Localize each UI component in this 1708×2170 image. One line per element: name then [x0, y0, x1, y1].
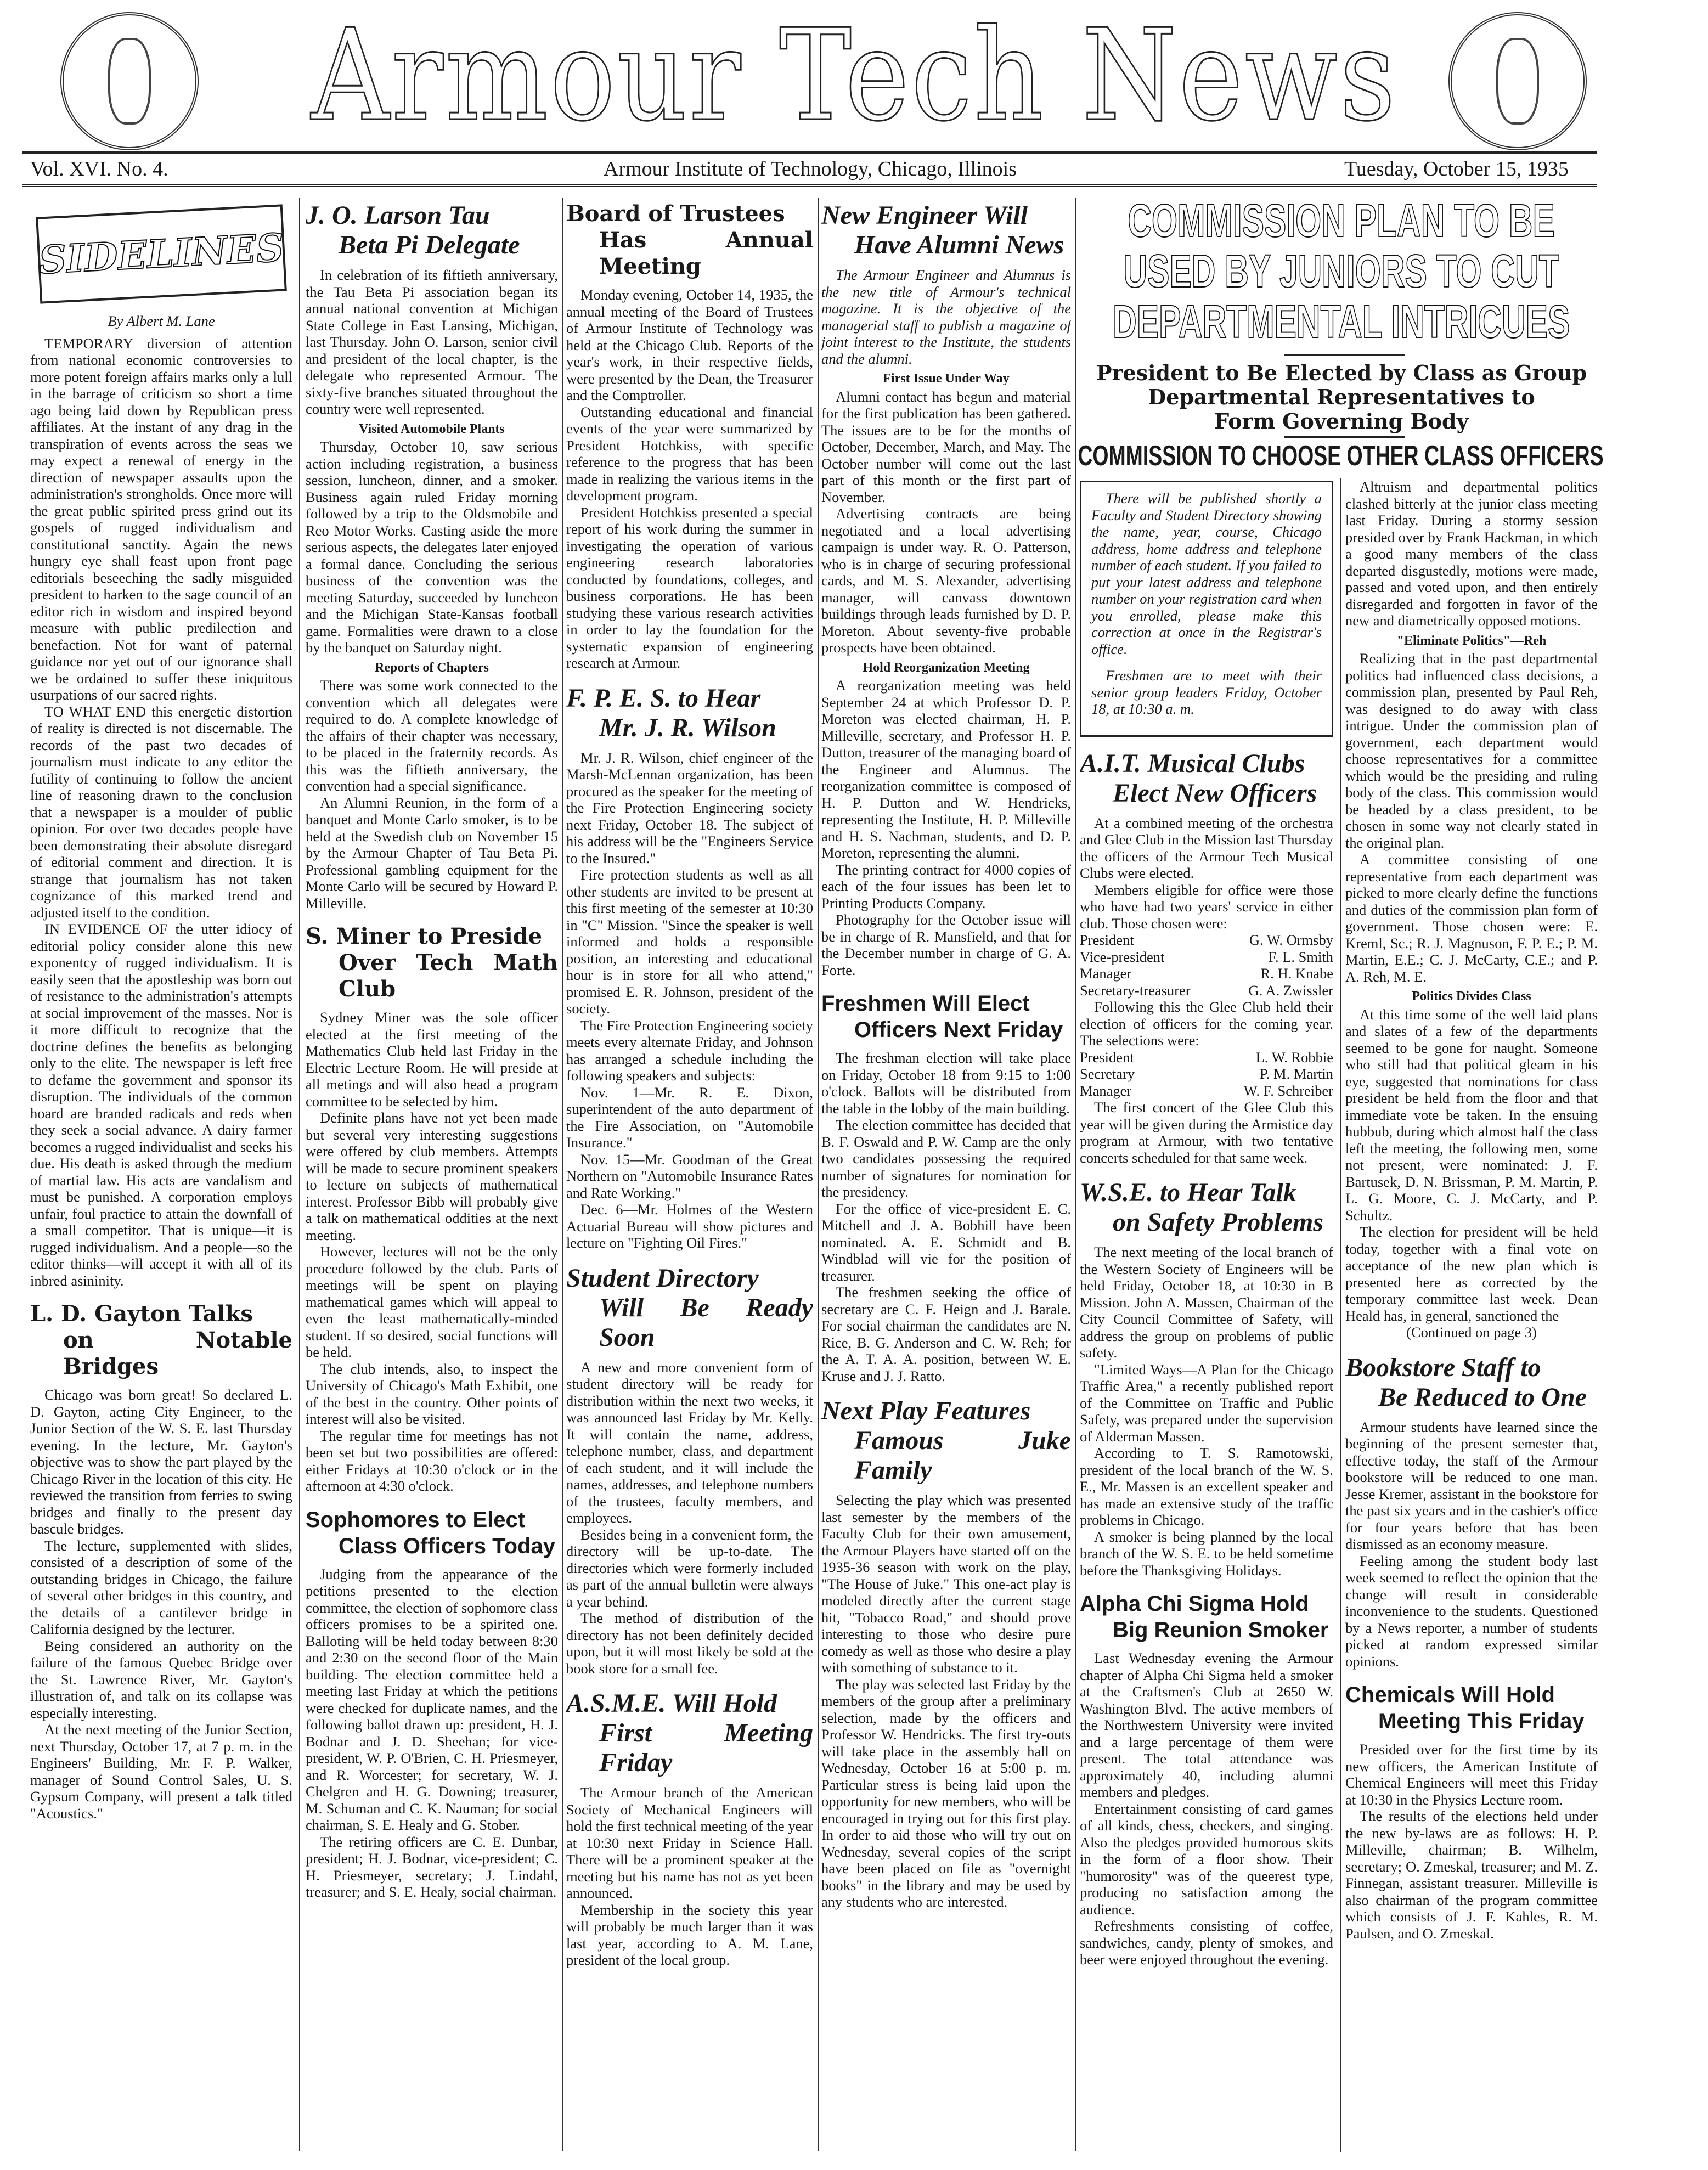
paragraph: The results of the elections held under the new by-laws are as follows: H. P. Milleville, chairman; B. Wilhelm, secretary; O. Zmeskal, treasurer; and M. Z. Finnegan, assistant treasurer. Milleville is also chairman of the program committee which consists of J. F. Kahles, R. M. Paulsen, and O. Zmeskal.	[1345, 1808, 1598, 1942]
article	[566, 201, 813, 672]
lead-deck	[1084, 361, 1599, 433]
paragraph: At a combined meeting of the orchestra and Glee Club in the Mission last Thursday the officers of the Armour Tech Musical Clubs were elected.	[1080, 814, 1333, 881]
lead-subhead-text: COMMISSION TO CHOOSE OTHER CLASS OFFICERS	[1077, 440, 1604, 472]
paragraph: An Alumni Reunion, in the form of a banquet and Monte Carlo smoker, is to be held at the Swedish club on November 15 by the Armour Chapter of Tau Beta Pi. Professional gambling equipment for the Monte Carlo will be secured by Howard P. Milleville.	[306, 794, 558, 911]
headline-line: Elect New Officers	[1113, 778, 1317, 808]
headline-line: Mr. J. R. Wilson	[599, 713, 776, 742]
lead-deck-line: Departmental Representatives to	[1148, 385, 1535, 409]
paragraph: The retiring officers are C. E. Dunbar, president; H. J. Bodnar, vice-president; C. H. Priesmeyer, secretary; J. Lindahl, treasurer; and S. E. Healy, social chairman.	[306, 1833, 558, 1900]
headline-line: Has Annual Meeting	[599, 227, 813, 279]
paragraph: At this time some of the well laid plans and slates of a few of the departments seemed to be gone for naught. Someone who still had that political gleam in his eye, suggested that nominations for class president be held from the floor and that immediate vote be taken. In the ensuing hubbub, during which almost half the class left the meeting, the following men, some not present, were nominated: J. F. Bartusek, D. N. Brissman, P. M. Martin, P. L. G. Moore, C. J. McCarty, and P. Schultz.	[1345, 1006, 1598, 1224]
paragraph: The election committee has decided that B. F. Oswald and P. W. Camp are the only two candidates possessing the required number of signatures for nomination for the presidency.	[821, 1117, 1071, 1200]
article	[306, 923, 558, 1495]
article-headline	[821, 1396, 1071, 1485]
paragraph: Alumni contact has begun and material for the first publication has been gathered. The issues are to be for the months of October, December, March, and May. The October number will come out the last part of this month or the first part of November.	[821, 388, 1071, 505]
headline-line: Beta Pi Delegate	[339, 230, 520, 260]
lead-headline-text: COMMISSION PLAN TO BE	[1128, 195, 1555, 246]
paragraph: Selecting the play which was presented last semester by the members of the Faculty Club for their own amusement, the Armour Players have started off on the 1935-36 season with work on the play, "The House of Juke." This one-act play is modeled directly after the current stage hit, "Tobacco Road," and should prove interesting to those who desire pure comedy as well as those who desire a play with something of substance to it.	[821, 1492, 1071, 1676]
subhead: "Eliminate Politics"—Reh	[1396, 633, 1547, 648]
paragraph: The Armour branch of the American Society of Mechanical Engineers will hold the first technical meeting of the year at 10:30 next Friday in Science Hall. There will be a prominent speaker at the meeting but his name has not as yet been announced.	[566, 1784, 813, 1901]
officer-title: President	[1080, 932, 1134, 948]
column-6	[1345, 478, 1598, 2165]
article	[306, 1507, 558, 1901]
article	[1080, 1591, 1333, 1968]
divider	[1284, 354, 1405, 356]
article-headline	[1080, 749, 1333, 808]
paragraph: A new and more convenient form of student directory will be ready for distribution within the next two weeks, it was announced last Friday by Mr. Kelly. It will contain the name, address, telephone number, class, and department of each student, and it will include the names, addresses, and telephone numbers of the trustees, faculty members, and employees.	[566, 1359, 813, 1526]
headline-line: Have Alumni News	[854, 230, 1064, 260]
subhead: Reports of Chapters	[375, 660, 489, 675]
seal-logo-right	[1448, 12, 1587, 150]
paragraph: The freshmen seeking the office of secretary are C. F. Heign and J. Barale. For social chairman the candidates are N. Rice, B. G. Anderson and C. W. Reh; for the A. T. A. A. position, between W. E. Kruse and J. J. Ratto.	[821, 1284, 1071, 1384]
headline-line: A.I.T. Musical Clubs	[1080, 748, 1305, 778]
headline-line: F. P. E. S. to Hear	[566, 683, 761, 713]
article-headline	[30, 1301, 292, 1380]
paragraph: Thursday, October 10, saw serious action including registration, a business session, luncheon, dinner, and a smoker. Business again ruled Friday morning followed by a trip to the Oldsmobile and Reo Motor Works. Casting aside the more serious aspects, the delegates later enjoyed a formal dance. Concluding the serious business of the convention was the meeting Saturday, succeeded by luncheon and the Michigan State-Kansas football game. Formalities were drawn to a close by the banquet on Saturday night.	[306, 438, 558, 656]
divider	[1284, 436, 1405, 438]
article	[306, 201, 558, 911]
article-headline	[306, 923, 558, 1002]
lead-subhead	[1077, 440, 1604, 472]
headline-line: Big Reunion Smoker	[1113, 1618, 1329, 1642]
article	[566, 1689, 813, 1969]
headline-line: Student Directory	[566, 1263, 759, 1293]
headline-line: Sophomores to Elect	[306, 1507, 526, 1532]
headline-line: Meeting This Friday	[1378, 1709, 1585, 1733]
paragraph: Definite plans have not yet been made but several very interesting suggestions were offered by club members. Attempts will be made to secure prominent speakers to lecture on subjects of mathematical interest. Professor Bibb will probably give a talk on mathematical oddities at the next meeting.	[306, 1109, 558, 1243]
italic-paragraph: The Armour Engineer and Alumnus is the new title of Armour's technical magazine. It is the objective of the managerial staff to publish a magazine of joint interest to the Institute, the students and the alumni.	[821, 267, 1071, 367]
paragraph: Nov. 1—Mr. R. E. Dixon, superintendent of the auto department of the Fire Association, on "Automobile Insurance."	[566, 1084, 813, 1151]
paragraph: TO WHAT END this energetic distortion of reality is directed is not discernable. The records of the past two decades of journalism must indicate to any editor the futility of continuing to follow the ancient line of reasoning drawn to the conclusion that a newspaper is a moulder of public opinion. For over two decades people have been demonstrating their absolute disregard of editorial comment and direction. It is strange that journalism has not taken cognizance of this marked trend and adjusted itself to the condition.	[30, 703, 292, 921]
lead-deck-line: Form Governing Body	[1214, 409, 1469, 433]
paragraph: The method of distribution of the directory has not been definitely decided upon, but it will most likely be sold at the book store for a small fee.	[566, 1610, 813, 1677]
headline-line: First Meeting Friday	[599, 1718, 813, 1777]
headline-line: Chemicals Will Hold	[1345, 1683, 1555, 1707]
paragraph: Besides being in a convenient form, the directory will be up-to-date. The directories which were formerly included as part of the annual bulletin were always a year behind.	[566, 1526, 813, 1610]
paragraph: "Limited Ways—A Plan for the Chicago Traffic Area," a recently published report of the Committee on Traffic and Public Safety, was prepared under the supervision of Alderman Massen.	[1080, 1361, 1333, 1445]
headline-line: on Safety Problems	[1113, 1208, 1323, 1237]
paragraph: Advertising contracts are being negotiated and a local advertising campaign is under way. R. O. Patterson, who is in charge of securing professional cards, and M. S. Alexander, advertising manager, will canvass downtown buildings through leads furnished by D. P. Moreton. About seventy-five probable prospects have been obtained.	[821, 505, 1071, 656]
headline-line: Next Play Features	[821, 1396, 1031, 1425]
article	[566, 1264, 813, 1677]
paragraph: The club intends, also, to inspect the University of Chicago's Math Exhibit, one of the best in the country. Other points of interest will also be visited.	[306, 1360, 558, 1427]
headline-line: Will Be Ready Soon	[599, 1293, 813, 1352]
officer-row	[1080, 949, 1333, 966]
lead-deck-line: President to Be Elected by Class as Group	[1096, 360, 1587, 385]
lead-headline-text: DEPARTMENTAL INTRICUES	[1113, 296, 1570, 347]
officer-row	[1080, 965, 1333, 982]
lead-headline-text: USED BY JUNIORS TO CUT	[1123, 245, 1560, 297]
article-headline	[821, 201, 1071, 260]
article-headline	[1345, 1353, 1598, 1412]
headline-line: W.S.E. to Hear Talk	[1080, 1178, 1296, 1207]
subhead: Visited Automobile Plants	[359, 421, 505, 436]
headline-line: Class Officers Today	[339, 1534, 555, 1558]
italic-paragraph: There will be published shortly a Faculty and Student Directory showing the name, year, course, Chicago address, home address and telephone number of each student. If you failed to put your latest address and telephone number on your registration card when you enrolled, please make this correction at once in the Registrar's office.	[1091, 490, 1322, 657]
headline-line: Bookstore Staff to	[1345, 1352, 1541, 1382]
article	[1080, 749, 1333, 1166]
headline-line: J. O. Larson Tau	[306, 201, 490, 230]
paragraph: A smoker is being planned by the local branch of the W. S. E. to be held sometime before the Thanksgiving Holidays.	[1080, 1528, 1333, 1579]
paragraph: The freshman election will take place on Friday, October 18 from 9:15 to 1:00 o'clock. Ballots will be distributed from the table in the lobby of the main building.	[821, 1050, 1071, 1117]
article	[821, 1396, 1071, 1910]
officer-title: Vice-president	[1080, 948, 1165, 965]
article-headline	[566, 684, 813, 743]
article-headline	[566, 1689, 813, 1778]
paragraph: Sydney Miner was the sole officer elected at the first meeting of the Mathematics Club held last Friday in the Electric Lecture Room. He will preside at all metings and will also head a program committee to be selected by him.	[306, 1009, 558, 1109]
paragraph: In celebration of its fiftieth anniversary, the Tau Beta Pi association began its annual national convention at Michigan State College in East Lansing, Michigan, last Thursday. John O. Larson, senior civil and president of the local chapter, is the delegate who represented Armour. The sixty-five branches situated throughout the country were well represented.	[306, 267, 558, 417]
headline-line: Famous Juke Family	[854, 1426, 1071, 1485]
officer-name: F. L. Smith	[1268, 948, 1333, 965]
paragraph: Realizing that in the past departmental politics had influenced class decisions, a commission plan, presented by Paul Reh, was designed to do away with class intrigue. Under the commission plan of government, each department would choose representatives for a committee which would be the presiding and ruling body of the class. This commission would be headed by a class president, to be chosen in some way not clearly stated in the original plan.	[1345, 650, 1598, 851]
paragraph: Fire protection students as well as all other students are invited to be present at this first meeting of the semester at 10:30 in "C" Mission. "Since the speaker is well informed and holds a responsible position, an interesting and educational hour is in store for all who attend," promised E. R. Johnson, president of the society.	[566, 866, 813, 1017]
article-headline	[306, 201, 558, 260]
paragraph: Altruism and departmental politics clashed bitterly at the junior class meeting last Friday. During a stormy session presided over by Frank Hackman, in which a good many members of the class departed disgustedly, motions were made, passed and voted upon, and then entirely disregarded and forgotten in favor of the new and diametrically opposed motions.	[1345, 478, 1598, 629]
article-headline	[1345, 1682, 1598, 1734]
paragraph: Being considered an authority on the failure of the famous Quebec Bridge over the St. Lawrence River, Mr. Gayton's illustration of, and talk on its collapse was especially interesting.	[30, 1637, 292, 1721]
sidelines-column-logo: SIDELINES	[36, 204, 287, 303]
paragraph: The first concert of the Glee Club this year will be given during the Armistice day program at Armour, with two tentative concerts scheduled for that same week.	[1080, 1099, 1333, 1166]
headline-line: S. Miner to Preside	[306, 923, 543, 949]
headline-line: Officers Next Friday	[854, 1018, 1063, 1042]
paragraph: The printing contract for 4000 copies of each of the four issues has been let to Printing Products Company.	[821, 861, 1071, 911]
volume-number: Vol. XVI. No. 4.	[30, 157, 168, 181]
subhead: Hold Reorganization Meeting	[863, 660, 1030, 675]
paragraph: TEMPORARY diversion of attention from national economic controversies to more potent foreign affairs marks only a lull in the barrage of criticism so short a time ago being laid down by Republican press affiliates. At the instant of any drag in the transpiration of events across the seas we may expect a renewal of energy in the direction of newspaper assaults upon the administration's strongholds. Once more will the great public spirited press grind out its gospels of rugged individualism and constitutional sanctity. Again the news hungry eye shall feast upon front page editorials beseeching the sadly misguided president to harken to the sage council of an editor rich in wisdom and inspired beyond measure with public predilection and benefaction. Not for want of paternal guidance nor yet out of our ignorance shall we be ordained to suffer these iniquitous usurpations of our sacred rights.	[30, 335, 292, 703]
paragraph: Feeling among the student body last week seemed to reflect the opinion that the change will result in considerable inconvenience to the students. Questioned by a News reporter, a number of students picked at random expressed similar opinions.	[1345, 1552, 1598, 1670]
officer-name: G. W. Ormsby	[1249, 932, 1333, 948]
column-2	[306, 198, 558, 2165]
subhead: Politics Divides Class	[1412, 989, 1531, 1004]
paragraph: Membership in the society this year will probably be much larger than it was last year, according to A. M. Lane, president of the local group.	[566, 1901, 813, 1968]
officer-row	[1080, 1066, 1333, 1083]
column-3	[566, 198, 813, 2165]
headline-line: Freshmen Will Elect	[821, 991, 1030, 1016]
officer-title: Secretary-treasurer	[1080, 982, 1191, 999]
article	[566, 684, 813, 1252]
paragraph: Monday evening, October 14, 1935, the annual meeting of the Board of Trustees of Armour Institute of Technology was held at the Chicago Club. Reports of the year's work, in their respective fields, were presented by the Dean, the Treasurer and the Comptroller.	[566, 286, 813, 403]
lead-headline	[1084, 195, 1599, 347]
paragraph: There was some work connected to the convention which all delegates were required to do. A complete knowledge of the affairs of their chapter was necessary, to be placed in the fraternity records. As this was the fiftieth anniversary, the convention had a special significance.	[306, 677, 558, 794]
officer-row	[1080, 932, 1333, 949]
masthead-rule-bottom	[22, 184, 1597, 187]
paragraph: The regular time for meetings has not been set but two possibilities are offered: either Fridays at 10:30 o'clock or in the afternoon at 4:30 o'clock.	[306, 1427, 558, 1494]
officer-title: President	[1080, 1049, 1134, 1066]
officer-name: L. W. Robbie	[1255, 1049, 1333, 1066]
lead-headline-line	[1084, 246, 1599, 296]
article-headline	[821, 990, 1071, 1043]
paragraph: According to T. S. Ramotowski, president of the local branch of the W. S. E., Mr. Massen is an excellent speaker and has made an extensive study of the traffic problems in Chicago.	[1080, 1445, 1333, 1528]
column-divider	[1340, 478, 1341, 2152]
column-divider	[299, 198, 300, 2151]
institution-line: Armour Institute of Technology, Chicago, Illinois	[604, 157, 1017, 181]
paragraph: The play was selected last Friday by the members of the group after a preliminary selection, made by the officers and Professor W. Hendricks. The first try-outs will take place in the assembly hall on Wednesday, October 16 at 5:00 p. m. Particular stress is being laid upon the opportunity for new members, who will be encouraged in trying out for this first play. In order to aid those who will try out on Wednesday, several copies of the script have been placed on file as "overnight books" in the library and may be used by any students who are interested.	[821, 1676, 1071, 1910]
officer-name: W. F. Schreiber	[1243, 1082, 1333, 1099]
article-headline	[566, 201, 813, 280]
officer-title: Secretary	[1080, 1066, 1135, 1082]
paragraph: The next meeting of the local branch of the Western Society of Engineers will be held Friday, October 18, at 10:30 in B Mission. John A. Massen, Chairman of the City Council Committee of Safety, will address the group on problems of public safety.	[1080, 1244, 1333, 1361]
headline-line: Be Reduced to One	[1378, 1382, 1587, 1412]
article	[1080, 1178, 1333, 1579]
officer-row	[1080, 1049, 1333, 1066]
lead-headline-line	[1084, 296, 1599, 347]
paragraph: Refreshments consisting of coffee, sandwiches, candy, plenty of smokes, and beer were enjoyed throughout the evening.	[1080, 1918, 1333, 1968]
article	[30, 211, 292, 1289]
paragraph: Entertainment consisting of card games of all kinds, chess, checkers, and singing. Also the pledges provided humorous skits in the form of a floor show. Their "humorosity" was of the queerest type, producing no satisfaction among the audience.	[1080, 1800, 1333, 1918]
newspaper-title: Armour Tech News	[311, 3, 1397, 149]
headline-line: New Engineer Will	[821, 201, 1028, 230]
article-headline	[566, 1264, 813, 1352]
paragraph: At the next meeting of the Junior Section, next Thursday, October 17, at 7 p. m. in the Engineers' Building, Mr. F. P. Walker, manager of Sound Control Sales, U. S. Gypsum Company, will present a talk titled "Acoustics."	[30, 1721, 292, 1822]
subhead: First Issue Under Way	[883, 371, 1010, 386]
column-divider	[1075, 198, 1076, 2151]
paragraph: Chicago was born great! So declared L. D. Gayton, acting City Engineer, to the Junior Section of the W. S. E. last Thursday evening. In the lecture, Mr. Gayton's objective was to show the part played by the Chicago River in the location of this city. He reviewed the transition from ferries to swing bridges and finally to the present day bascule bridges.	[30, 1386, 292, 1537]
officer-name: R. H. Knabe	[1260, 965, 1333, 982]
column-1	[30, 198, 292, 2165]
paragraph: President Hotchkiss presented a special report of his work during the summer in investigating the operation of various engineering research laboratories conducted by foundations, colleges, and business corporations. He has been studying these various research activities in order to lay the foundation for the systematic expansion of engineering research at Armour.	[566, 504, 813, 671]
paragraph: Mr. J. R. Wilson, chief engineer of the Marsh-McLennan organization, has been procured as the speaker for the meeting of the Fire Protection Engineering society next Friday, October 18. The subject of his address will be the "Engineers Service to the Insured."	[566, 749, 813, 866]
column-divider	[562, 198, 563, 2151]
column-5	[1080, 478, 1333, 2165]
paragraph: A committee consisting of one representative from each department was picked to more clearly define the functions and duties of the commission plan form of government. Those chosen were: E. Kreml, Sc.; R. J. Magnuson, F. P. E.; P. M. Martin, E.E.; C. J. McCarty, C.E.; and P. A. Reh, M. E.	[1345, 851, 1598, 985]
issue-date: Tuesday, October 15, 1935	[1344, 157, 1569, 181]
headline-line: Alpha Chi Sigma Hold	[1080, 1592, 1309, 1616]
paragraph: Last Wednesday evening the Armour chapter of Alpha Chi Sigma held a smoker at the Craftsmen's Club at 2650 W. Washington Blvd. The active members of the Northwestern University were invited and a large percentage of them were present. The total attendance was approximately 40, including alumni members and pledges.	[1080, 1650, 1333, 1800]
notice-box	[1080, 481, 1333, 737]
paragraph: However, lectures will not be the only procedure followed by the club. Parts of meetings will be spent on playing mathematical games which will appeal to even the least mathematically-minded student. If so desired, social functions will be held.	[306, 1243, 558, 1360]
officer-name: G. A. Zwissler	[1248, 982, 1333, 999]
paragraph: The Fire Protection Engineering society meets every alternate Friday, and Johnson has arranged a schedule including the following speakers and subjects:	[566, 1017, 813, 1084]
article	[821, 201, 1071, 978]
article	[1345, 1682, 1598, 1942]
headline-line: L. D. Gayton Talks	[30, 1301, 253, 1327]
paragraph: Following this the Glee Club held their election of officers for the coming year. The selections were:	[1080, 999, 1333, 1049]
article	[30, 1301, 292, 1822]
headline-line: A.S.M.E. Will Hold	[566, 1689, 777, 1718]
article-headline	[1080, 1178, 1333, 1237]
masthead-rule-top	[22, 151, 1597, 154]
byline: By Albert M. Lane	[108, 313, 215, 329]
headline-line: on Notable Bridges	[63, 1327, 292, 1379]
officer-row	[1080, 982, 1333, 999]
article	[1080, 481, 1333, 737]
paragraph: Members eligible for office were those who have had two years' service in either club. Those chosen were:	[1080, 881, 1333, 932]
officer-name: P. M. Martin	[1260, 1066, 1333, 1082]
paragraph: For the office of vice-president E. C. Mitchell and J. A. Bobhill have been nominated. A. E. Schmidt and B. Windblad will vie for the position of treasurer.	[821, 1200, 1071, 1284]
officer-row	[1080, 1083, 1333, 1100]
paragraph: A reorganization meeting was held September 24 at which Professor D. P. Moreton was elected chairman, H. P. Milleville, secretary, and Professor H. P. Dutton, treasurer of the managing board of the Engineer and Alumnus. The reorganization committee is composed of H. P. Dutton and W. Hendricks, representing the Institute, H. P. Milleville and H. S. Nachman, students, and D. P. Moreton, representing the alumni.	[821, 677, 1071, 861]
article-headline	[1080, 1591, 1333, 1643]
headline-line: Board of Trustees	[566, 201, 785, 227]
article-headline	[306, 1507, 558, 1559]
article	[1345, 478, 1598, 1341]
article	[1345, 1353, 1598, 1670]
officer-title: Manager	[1080, 965, 1132, 982]
paragraph: Judging from the appearance of the petitions presented to the election committee, the election of sophomore class officers promises to be a spirited one. Balloting will be held today between 8:30 and 2:30 on the second floor of the Main building. The election committee held a meeting last Friday at which the petitions were checked for duplicate names, and the following ballot drawn up: president, H. J. Bodnar and J. D. Sheehan; for vice-president, W. P. O'Brien, C. H. Priesmeyer, and R. Worcester; for secretary, W. J. Chelgren and H. G. Downing; treasurer, M. Schuman and C. K. Nauman; for social chairman, S. E. Healy and G. Stober.	[306, 1565, 558, 1833]
paragraph: Dec. 6—Mr. Holmes of the Western Actuarial Bureau will show pictures and lecture on "Fighting Oil Fires."	[566, 1201, 813, 1251]
paragraph: IN EVIDENCE OF the utter idiocy of editorial policy consider alone this new exponentcy of rugged individualism. It is easily seen that the apostleship was born out of resistance to the administration's attempts at social improvement of the masses. Nor is it more difficult to recognize that the doctrine defines the benefits as belonging only to the elite. The newspaper is left free to defame the government and sponsor its disruption. The individuals of the common hoard are branded radicals and reds when they seek a social advance. A dairy farmer becomes a rugged individualist and seeks his due. His death is asked through the medium of martial law. His acts are vandalism and must be punished. A corporation employs unfair, foul practice to attain the downfall of a small competitor. That is unique—it is rugged individualism. And a people—so the editor thinks—will accept it with all of its inbred asininity.	[30, 921, 292, 1289]
paragraph: Armour students have learned since the beginning of the present semester that, effective today, the staff of the Armour bookstore will be reduced to one man. Jesse Kremer, assistant in the bookstore for the past six years and in the cashier's office for four years before that has been dismissed as an economy measure.	[1345, 1418, 1598, 1552]
paragraph: Nov. 15—Mr. Goodman of the Great Northern on "Automobile Insurance Rates and Rate Working."	[566, 1151, 813, 1201]
italic-paragraph: Freshmen are to meet with their senior group leaders Friday, October 18, at 10:30 a. m.	[1091, 667, 1322, 717]
paragraph: Presided over for the first time by its new officers, the American Institute of Chemical Engineers will meet this Friday at 10:30 in the Physics Lecture room.	[1345, 1741, 1598, 1808]
headline-line: Over Tech Math Club	[339, 950, 558, 1002]
officer-title: Manager	[1080, 1082, 1132, 1099]
paragraph: Photography for the October issue will be in charge of R. Mansfield, and that for the December number in charge of G. A. Forte.	[821, 911, 1071, 978]
paragraph: Outstanding educational and financial events of the year were summarized by President Hotchkiss, with specific reference to the progress that has been made in realizing the various items in the development program.	[566, 403, 813, 504]
paragraph: The election for president will be held today, together with a final vote on acceptance of the new plan which is presented here as corrected by the temporary committee last week. Dean Heald has, in general, sanctioned the	[1345, 1224, 1598, 1324]
column-divider	[818, 198, 819, 2151]
column-4	[821, 198, 1071, 2165]
paragraph: The lecture, supplemented with slides, consisted of a description of some of the outstanding bridges in Chicago, the failure of several other bridges in this country, and the details of a cantilever bridge in California designed by the lecturer.	[30, 1537, 292, 1637]
article	[821, 990, 1071, 1384]
lead-headline-line	[1084, 195, 1599, 246]
continued-note: (Continued on page 3)	[1406, 1324, 1537, 1340]
